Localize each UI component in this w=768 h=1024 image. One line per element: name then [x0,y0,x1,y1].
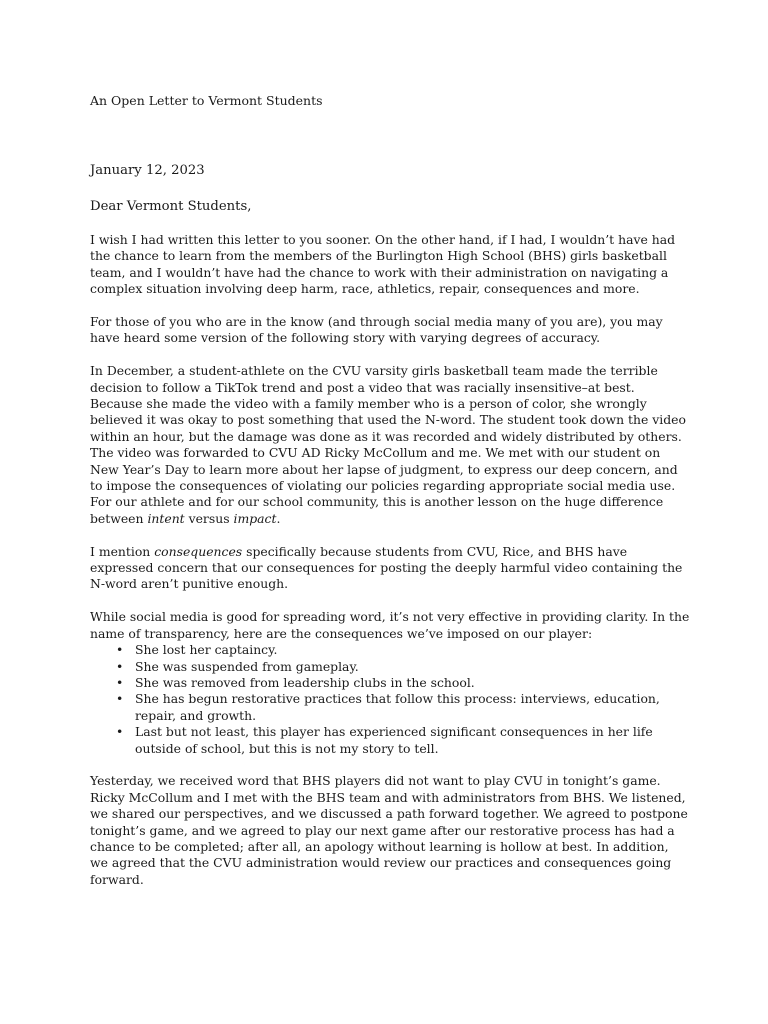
bullet-icon: • [116,642,124,658]
bullet-icon: • [116,724,124,740]
mention-text: I mention [90,543,155,559]
list-item [90,691,690,724]
letter-body [90,232,690,905]
versus-text: versus [184,510,234,526]
list-item-text: She was suspended from gameplay. [135,658,359,674]
paragraph-incident [90,363,690,527]
list-item [90,675,690,691]
list-item-text: She was removed from leadership clubs in the school. [135,674,475,690]
paragraph-resolution: Yesterday, we received word that BHS players did not want to play CVU in tonight’s game. Ricky McCollum and I met with the BHS team and with administrators from BHS. We listened, we shared our perspectives, and we discussed a path forward together. We agreed to postpone tonight’s game, and we agreed to play our next game after our restorative process has had a chance to be completed; after all, an apology without learning is hollow at best. In addition, we agreed that the CVU administration would review our practices and consequences going forward. [90,773,688,887]
consequences-emphasis: consequences [154,543,243,559]
paragraph-story-intro: For those of you who are in the know (and through social media many of you are), you may have heard some version of the following story with varying degrees of accuracy. [90,314,663,346]
consequences-list [90,642,690,757]
letter-title: An Open Letter to Vermont Students [90,93,323,108]
list-item-text: Last but not least, this player has experienced significant consequences in her life outside of school, but this is not my story to tell. [135,724,653,756]
bullet-icon: • [116,658,124,674]
incident-end: . [276,510,281,526]
letter-date: January 12, 2023 [90,163,205,178]
list-item-text: She lost her captaincy. [135,642,278,658]
incident-text: In December, a student-athlete on the CVU varsity girls basketball team made the terrible decision to follow a TikTok trend and post a video that was racially insensitive–at best. Because she made the video with a family member who is a person of color, she wrongly believed it was okay to post something that used the N-word. The student took down the video within an hour, but the damage was done as it was recorded and widely distributed by others. The video was forwarded to CVU AD Ricky McCollum and me. We met with our student on New Year’s Day to learn more about her lapse of judgment, to express our deep concern, and to impose the consequences of violating our policies regarding appropriate social media use. For our athlete and for our school community, this is another lesson on the huge difference between [90,363,686,526]
list-item [90,659,690,675]
paragraph-intro: I wish I had written this letter to you sooner. On the other hand, if I had, I wouldn’t have had the chance to learn from the members of the Burlington High School (BHS) girls basketball team, and I wouldn’t have had the chance to work with their administration on navigating a complex situation involving deep harm, race, athletics, repair, consequences and more. [90,232,676,297]
list-item-text: She has begun restorative practices that follow this process: interviews, education, repair, and growth. [135,691,660,723]
list-item [90,642,690,658]
concern-text: specifically because students from CVU, Rice, and BHS have expressed concern that our consequences for posting the deeply harmful video containing the N-word aren’t punitive enough. [90,543,683,592]
intent-emphasis: intent [147,510,185,526]
paragraph-transparency: While social media is good for spreading word, it’s not very effective in providing clarity. In the name of transparency, here are the consequences we’ve imposed on our player: [90,609,690,641]
bullet-icon: • [116,691,124,707]
letter-salutation: Dear Vermont Students, [90,199,252,214]
impact-emphasis: impact [233,510,277,526]
bullet-icon: • [116,674,124,690]
paragraph-consequences-concern [90,544,690,593]
list-item [90,724,690,757]
